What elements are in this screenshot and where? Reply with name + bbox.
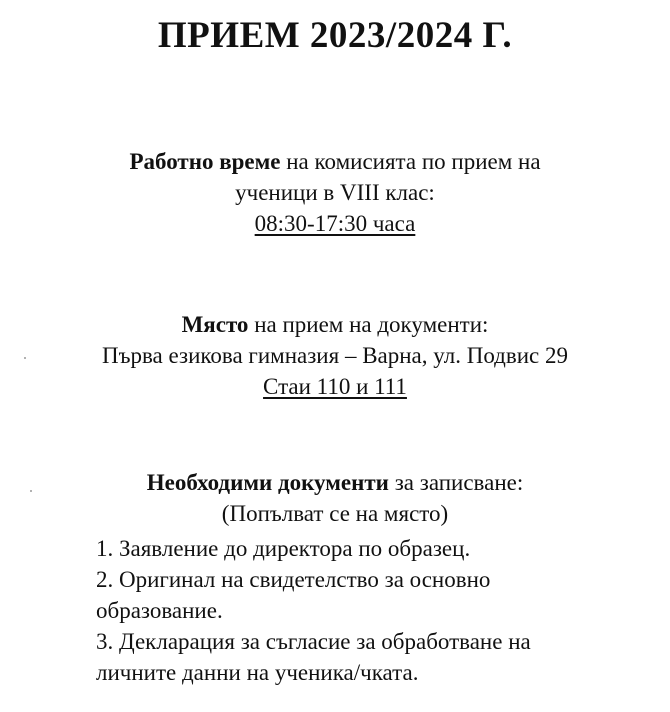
location-label: Място [181,312,249,337]
working-hours-text-2: ученици в VIII клас: [235,180,435,205]
scan-speck [24,357,26,359]
location-address: Първа езикова гимназия – Варна, ул. Подвис 29 [101,343,569,368]
list-item: 3. Декларация за съгласие за обработване на личните данни на ученика/чката. [96,629,531,685]
working-hours-section [0,146,670,239]
page-title: ПРИЕМ 2023/2024 Г. [157,15,513,56]
documents-list [96,533,616,688]
list-item: 2. Оригинал на свидетелство за основно образование. [96,567,491,623]
documents-text-1: за записване: [388,470,524,495]
working-hours-text-1: на комисията по прием на [280,149,541,174]
working-hours-line [0,146,670,177]
working-hours-time: 08:30-17:30 часа [254,211,416,236]
documents-note: (Попълват се на място) [221,501,449,526]
working-hours-label: Работно време [129,149,281,174]
documents-label: Необходими документи [146,470,389,495]
location-line [0,309,670,340]
list-item: 1. Заявление до директора по образец. [96,536,471,561]
documents-section [0,467,670,529]
documents-line [0,467,670,498]
scan-speck [30,490,32,492]
location-section [0,309,670,402]
location-rooms: Стаи 110 и 111 [263,374,407,399]
location-text-1: на прием на документи: [248,312,489,337]
